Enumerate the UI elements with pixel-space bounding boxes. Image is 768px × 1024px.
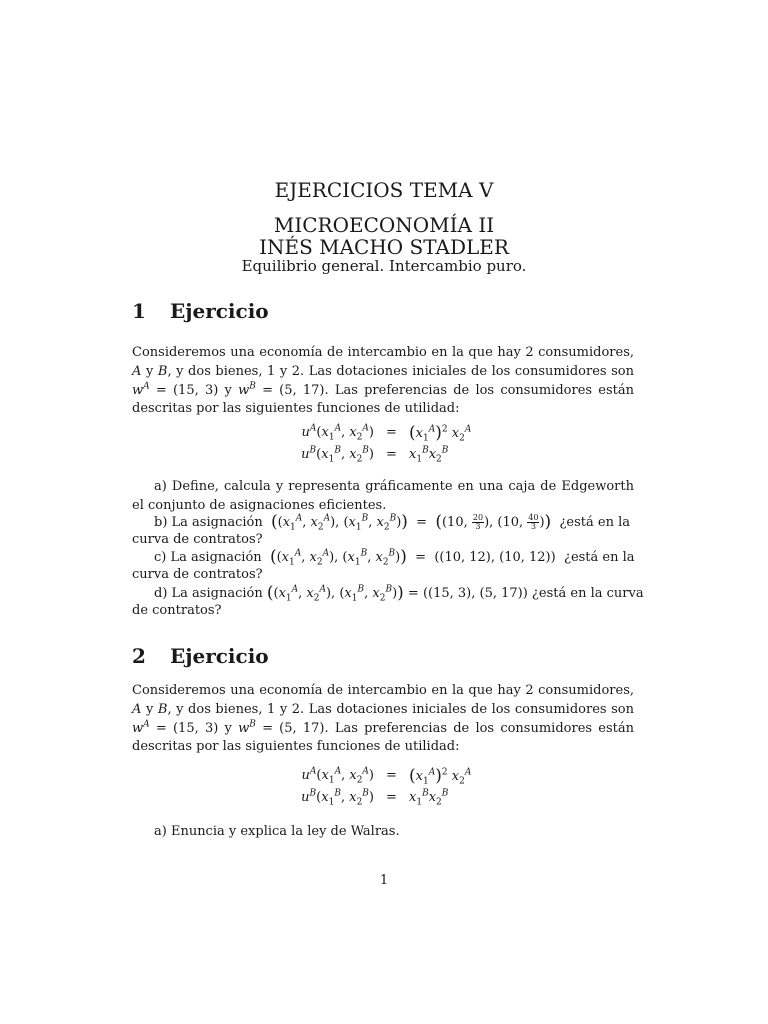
utility-b-rhs: $x_1^Bx_2^B$	[409, 788, 449, 808]
section-number: 1	[132, 299, 146, 323]
section-1-intro: Consideremos una economía de intercambio en la que hay 2 consumidores, A y B, y dos bienes, 1 y 2. Las dotaciones iniciales de los consumidores son $w^A = (15$, 3) y $w^B = (5$, 17). Las preferencias de los consumidores están descritas por las siguientes funciones de utilidad:	[132, 345, 635, 417]
section-title: Ejercicio	[170, 644, 269, 668]
section-title: Ejercicio	[170, 299, 269, 323]
question-1b-line2: curva de contratos?	[132, 532, 263, 547]
section-number: 2	[132, 644, 146, 668]
document-subtitle: Equilibrio general. Intercambio puro.	[241, 257, 527, 275]
page-number: 1	[379, 873, 389, 888]
document-page: EJERCICIOS TEMA V MICROECONOMÍA II INÉS MACHO STADLER Equilibrio general. Intercambio puro. 1 Ejercicio Consideremos una economía de intercambio en la que hay 2 consumidores, A y B, y dos bienes, 1 y 2. Las dotaciones iniciales de los consumidores son $w^A = (15$, 3) y $w^B = (5$, 17). Las preferencias de los consumidores están descritas por las siguientes funciones de utilidad: $u^A(x_1^A$, $x_2^A$) = $(x_1^A)^2$ $x_2^A$ $u^B(x_1^B$, $x_2^B$) = $x_1^Bx_2^B$ a) Define, calcula y representa gráficamente en una caja de Edgeworth el conjunto de asignaciones eficientes. b) La asignación (($x_1^A$, $x_2^A$), ($x_1^B$, $x_2^B)) = ((10$, $\frac{20}{3}$ ), (10, $\frac{40}{3}$ )) ¿está en la curva de contratos? c) La asignación (($x_1^A$, $x_2^A$), ($x_1^B$, $x_2^B)) = ((10$, 12), (10, 12)) ¿está en la curva de contratos? d) La asignación (($x_1^A$, $x_2^A$), ($x_1^B$, $x_2^B)) = ((15$, 3), (5, 17)) ¿está en la curva de contratos? 2 Ejercicio Consideremos una economía de intercambio en la que hay 2 consumidores, A y B, y dos bienes, 1 y 2. Las dotaciones iniciales de los consumidores son $w^A = (15$, 3) y $w^B = (5$, 17). Las preferencias de los consumidores están descritas por las siguientes funciones de utilidad: $u^A(x_1^A$, $x_2^A$) = $(x_1^A)^2$ $x_2^A$ $u^B(x_1^B$, $x_2^B$) = $x_1^Bx_2^B$ a) Enuncia y explica la ley de Walras. 1	[0, 0, 768, 1024]
author-name: INÉS MACHO STADLER	[259, 235, 509, 259]
utility-a-rhs: $(x_1^A)^2$ $x_2^A$	[409, 766, 472, 787]
question-1b-line1: b) La asignación (($x_1^A$, $x_2^A$), ($x_1^B$, $x_2^B)) = ((10$, $\frac{20}{3}$ ), (10, $\frac{40}{3}$ )) ¿está en la	[154, 512, 630, 533]
section-heading-1	[132, 299, 269, 323]
question-1c-line2: curva de contratos?	[132, 567, 263, 582]
question-1a: a) Define, calcula y representa gráficamente en una caja de Edgeworth el conjunto de asignaciones eficientes.	[132, 479, 634, 513]
question-2a: a) Enuncia y explica la ley de Walras.	[154, 824, 400, 839]
utility-a-rhs: $(x_1^A)^2$ $x_2^A$	[409, 423, 472, 444]
section-heading-2	[132, 644, 269, 668]
section-2-intro: Consideremos una economía de intercambio en la que hay 2 consumidores, A y B, y dos bienes, 1 y 2. Las dotaciones iniciales de los consumidores son $w^A = (15$, 3) y $w^B = (5$, 17). Las preferencias de los consumidores están descritas por las siguientes funciones de utilidad:	[132, 683, 635, 755]
question-1c-line1: c) La asignación (($x_1^A$, $x_2^A$), ($x_1^B$, $x_2^B)) = ((10$, 12), (10, 12)) ¿está en la	[154, 547, 635, 568]
question-1d-line1: d) La asignación (($x_1^A$, $x_2^A$), ($x_1^B$, $x_2^B)) = ((15$, 3), (5, 17)) ¿está en la curva	[154, 583, 644, 604]
course-name: MICROECONOMÍA II	[273, 213, 495, 237]
document-title: EJERCICIOS TEMA V	[274, 178, 494, 202]
utility-b-rhs: $x_1^Bx_2^B$	[409, 445, 449, 465]
question-1d-line2: de contratos?	[132, 603, 222, 618]
